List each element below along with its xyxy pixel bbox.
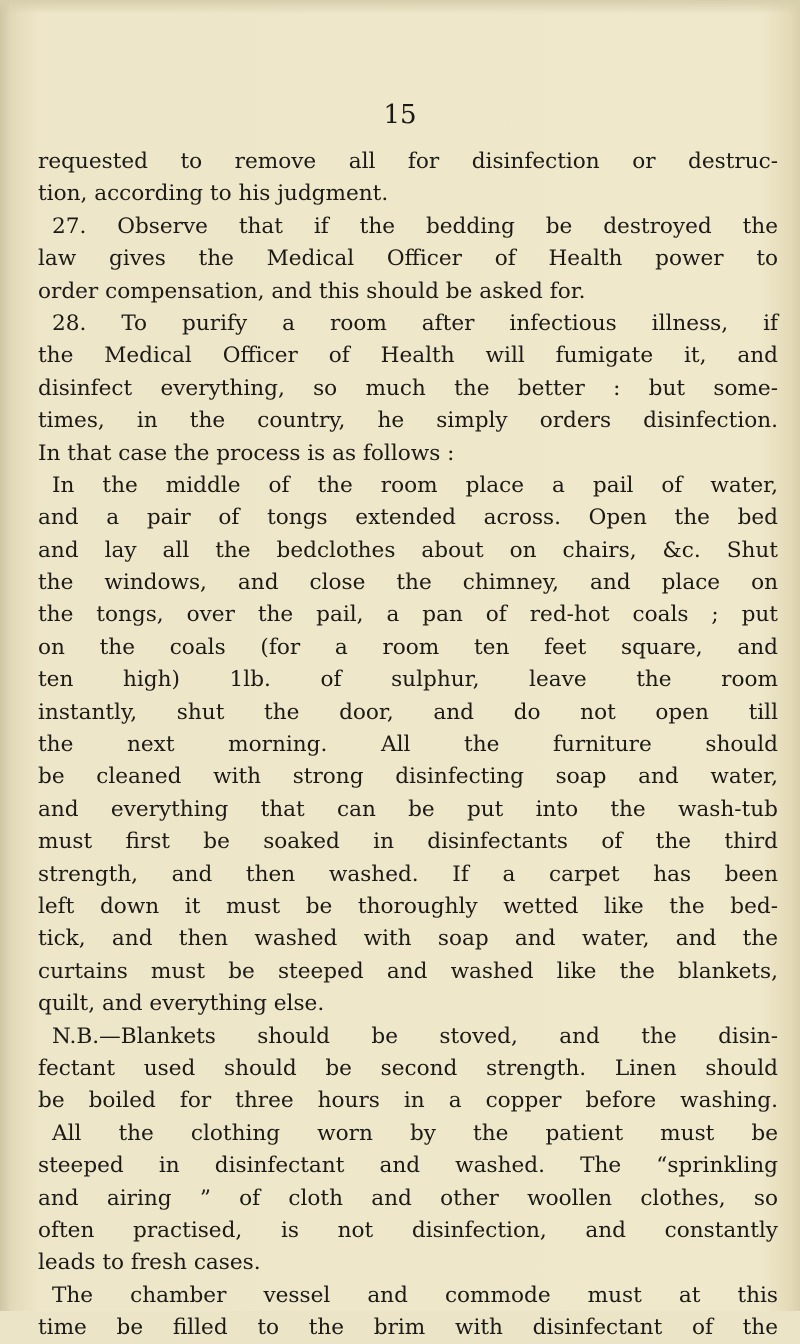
text-line: quilt, and everything else. bbox=[38, 991, 325, 1017]
text-line: often practised, is not disinfection, and constantly bbox=[38, 1217, 778, 1243]
text-line: requested to remove all for disinfection or destruc- bbox=[38, 149, 778, 174]
text-line: strength, and then washed. If a carpet has been bbox=[38, 861, 778, 887]
text-line: curtains must be steeped and washed like the blankets, bbox=[38, 958, 778, 984]
text-line: be cleaned with strong disinfecting soap and water, bbox=[38, 764, 778, 790]
text-line: All the clothing worn by the patient must be bbox=[52, 1120, 778, 1146]
text-line: In the middle of the room place a pail of water, bbox=[52, 472, 778, 498]
text-line: disinfect everything, so much the better : but some- bbox=[38, 375, 778, 401]
text-line: times, in the country, he simply orders disinfection. bbox=[38, 408, 778, 434]
text-line: on the coals (for a room ten feet square, and bbox=[38, 634, 778, 660]
text-line: and a pair of tongs extended across. Open the bed bbox=[38, 505, 778, 531]
text-line: and airing ” of cloth and other woollen clothes, so bbox=[38, 1185, 778, 1211]
text-line: tick, and then washed with soap and water, and the bbox=[38, 926, 778, 952]
page-edge-shadow bbox=[0, 0, 10, 1311]
text-line: time be filled to the brim with disinfectant of the bbox=[38, 1315, 778, 1341]
text-line: steeped in disinfectant and washed. The “sprinkling bbox=[38, 1153, 778, 1179]
text-line: 27. Observe that if the bedding be destroyed the bbox=[52, 213, 778, 239]
text-line: instantly, shut the door, and do not open till bbox=[38, 699, 778, 725]
text-line: leads to fresh cases. bbox=[38, 1250, 261, 1276]
text-line: The chamber vessel and commode must at this bbox=[52, 1282, 778, 1308]
page-top-shadow bbox=[0, 0, 800, 14]
text-line: be boiled for three hours in a copper before washing. bbox=[38, 1088, 778, 1114]
text-line: and lay all the bedclothes about on chairs, &c. Shut bbox=[38, 537, 778, 563]
text-line: and everything that can be put into the wash-tub bbox=[38, 796, 778, 822]
text-line: law gives the Medical Officer of Health power to bbox=[38, 246, 778, 272]
text-line: the windows, and close the chimney, and place on bbox=[38, 570, 778, 596]
text-line: fectant used should be second strength. Linen should bbox=[38, 1055, 778, 1081]
text-line: the tongs, over the pail, a pan of red-hot coals ; put bbox=[38, 602, 778, 628]
text-line: tion, according to his judgment. bbox=[38, 181, 389, 207]
text-line: the next morning. All the furniture should bbox=[38, 732, 778, 758]
body-text bbox=[38, 146, 778, 1344]
text-line: order compensation, and this should be asked for. bbox=[38, 278, 586, 304]
text-line: N.B.—Blankets should be stoved, and the disin- bbox=[52, 1023, 778, 1049]
page-number: 15 bbox=[383, 100, 417, 130]
text-line: must first be soaked in disinfectants of the third bbox=[38, 829, 778, 855]
text-line: left down it must be thoroughly wetted like the bed- bbox=[38, 893, 778, 919]
text-line: ten high) 1lb. of sulphur, leave the room bbox=[38, 667, 778, 693]
text-line: 28. To purify a room after infectious illness, if bbox=[52, 310, 778, 336]
text-line: the Medical Officer of Health will fumigate it, and bbox=[38, 343, 778, 369]
text-line: In that case the process is as follows : bbox=[38, 440, 455, 466]
